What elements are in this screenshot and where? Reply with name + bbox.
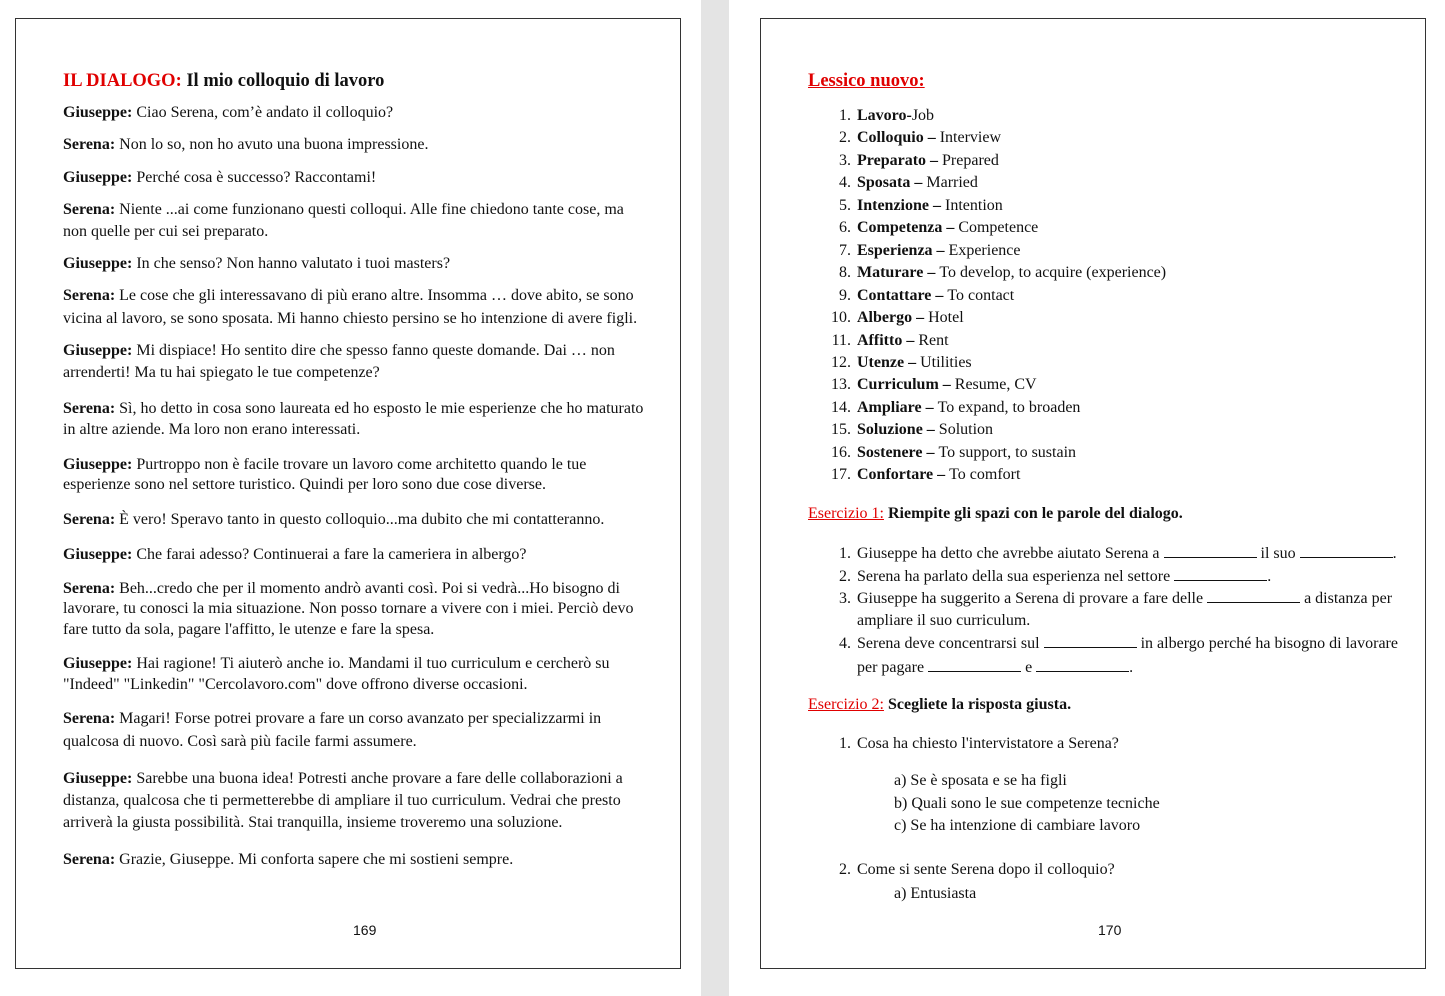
dialogue-title-prefix: IL DIALOGO: [63,71,182,91]
vocab-term: Curriculum [857,376,939,394]
vocab-number: 13. [831,376,851,394]
speaker-name: Giuseppe: [63,169,133,186]
vocab-number: 14. [831,398,851,416]
vocab-item [829,353,972,373]
item-number: 3. [839,590,851,607]
vocab-number: 16. [831,443,851,461]
vocab-number: 4. [839,174,851,192]
dialogue-text: in altre aziende. Ma loro non erano interessati. [63,421,361,438]
speaker-name: Serena: [63,710,116,727]
vocab-meaning: Competence [958,219,1039,237]
dialogue-text: Non lo so, non ho avuto una buona impressione. [119,136,429,153]
vocab-item [829,173,978,193]
speaker-name: Giuseppe: [63,342,133,359]
item-text: Giuseppe ha suggerito a Serena di provare a fare delle [857,590,1204,607]
exercise-1-item [829,588,1392,609]
exercise-1-item-cont [857,657,1133,678]
speaker-name: Giuseppe: [63,255,133,272]
speaker-name: Serena: [63,287,116,304]
item-number: 1. [839,545,851,562]
dialogue-title [63,69,384,93]
exercise-2-question [829,734,1119,754]
dialogue-text: non quelle per cui sei preparato. [63,223,269,240]
fill-blank[interactable] [1207,588,1300,603]
dialogue-text: Purtroppo non è facile trovare un lavoro come architetto quando le tue [136,456,587,473]
dialogue-text: È vero! Speravo tanto in questo colloquio...ma dubito che mi contatteranno. [119,511,605,528]
fill-blank[interactable] [1036,657,1129,672]
page-169 [15,18,681,969]
page-number: 170 [1098,922,1122,938]
dialogue-text: "Indeed" "Linkedin" "Cercolavoro.com" dove offrono diverse occasioni. [63,676,528,693]
question-text: Come si sente Serena dopo il colloquio? [857,861,1115,878]
speaker-name: Serena: [63,201,116,218]
vocab-meaning: Intention [945,196,1003,214]
vocab-item [829,106,934,126]
vocab-separator: – [942,219,959,237]
speaker-name: Serena: [63,400,116,417]
vocab-number: 6. [839,219,851,237]
dialogue-text: Le cose che gli interessavano di più erano altre. Insomma … dove abito, se sono [119,287,634,304]
vocab-number: 9. [839,286,851,304]
item-text: . [1392,545,1397,562]
fill-blank[interactable] [928,657,1021,672]
dialogue-text: Niente ...ai come funzionano questi colloqui. Alle fine chiedono tante cose, ma [119,201,624,218]
vocab-term: Esperienza [857,241,933,259]
vocab-number: 8. [839,264,851,282]
item-text: . [1267,568,1272,585]
vocab-term: Intenzione [857,196,929,214]
dialogue-text: esperienze sono nel settore turistico. Quindi per loro sono due cose diverse. [63,476,546,493]
vocab-meaning: To develop, to acquire (experience) [939,264,1167,282]
vocab-term: Lavoro [857,107,907,124]
vocab-term: Sposata [857,174,911,192]
answer-option[interactable]: a) Se è sposata e se ha figli [894,772,1067,789]
vocab-meaning: Hotel [928,309,964,327]
vocab-term: Competenza [857,219,943,237]
vocab-item [829,465,1020,485]
page-number: 169 [353,922,377,938]
vocab-title: Lessico nuovo: [808,71,925,91]
vocab-item [829,331,949,351]
dialogue-line-cont [63,309,637,329]
dialogue-title-text: Il mio colloquio di lavoro [186,71,385,91]
vocab-term: Soluzione [857,421,923,439]
dialogue-line [63,200,624,220]
item-text: Serena ha parlato della sua esperienza nel settore [857,568,1171,585]
dialogue-line [63,654,610,674]
dialogue-line-cont [63,791,621,811]
exercise-1-label: Esercizio 1: [808,505,884,522]
speaker-name: Giuseppe: [63,655,133,672]
dialogue-line [63,769,623,789]
exercise-2-question [829,860,1115,880]
dialogue-text: lavorare, tu conosci la mia situazione. Non posso tornare a vivere con i miei. Perciò devo [63,600,634,617]
dialogue-line [63,455,586,475]
vocab-term: Affitto [857,331,903,349]
exercise-1-header [808,504,1183,524]
exercise-2-label: Esercizio 2: [808,696,884,713]
vocab-number: 5. [839,196,851,214]
item-text: per pagare [857,659,925,676]
exercise-1-item-cont: ampliare il suo curriculum. [857,612,1031,629]
dialogue-text: Che farai adesso? Continuerai a fare la cameriera in albergo? [136,546,527,563]
vocab-separator: – [922,421,939,439]
speaker-name: Serena: [63,580,116,597]
vocab-meaning: Prepared [942,151,999,169]
vocab-term: Contattare [857,286,932,304]
vocab-number: 10. [831,309,851,327]
vocab-meaning: Married [926,174,978,192]
item-text: e [1025,659,1033,676]
vocab-item [829,241,1021,261]
dialogue-line-cont [63,599,633,619]
item-number: 2. [839,568,851,585]
dialogue-line [63,254,450,274]
vocab-meaning: To contact [947,286,1015,304]
fill-blank[interactable] [1300,543,1393,558]
dialogue-line-cont [63,813,562,833]
vocab-number: 11. [831,331,851,349]
dialogue-line [63,545,527,565]
vocab-separator: – [923,264,940,282]
dialogue-text: Magari! Forse potrei provare a fare un corso avanzato per specializzarmi in [119,710,602,727]
vocab-separator: – [933,466,950,484]
dialogue-line-cont [63,475,546,495]
exercise-2-instruction: Scegliete la risposta giusta. [887,696,1072,713]
speaker-name: Giuseppe: [63,104,133,121]
dialogue-text: Perché cosa è successo? Raccontami! [136,169,377,186]
vocab-item [829,375,1037,395]
dialogue-line-cont [63,675,528,695]
exercise-1-item [829,566,1271,587]
dialogue-line [63,103,393,123]
vocab-item [829,196,1003,216]
vocab-meaning: To comfort [949,466,1021,484]
vocab-separator: – [926,151,943,169]
vocab-term: Utenze [857,353,905,371]
item-number: 2. [839,861,851,878]
vocab-separator: – [938,376,955,394]
speaker-name: Serena: [63,511,116,528]
vocab-meaning: Resume, CV [954,376,1037,394]
vocab-separator: – [922,443,939,461]
speaker-name: Serena: [63,136,116,153]
dialogue-text: Sì, ho detto in cosa sono laureata ed ho esposto le mie esperienze che ho maturato [119,400,644,417]
dialogue-text: Beh...credo che per il momento andrò avanti così. Poi si vedrà...Ho bisogno di [119,580,620,597]
vocab-meaning: Rent [918,331,949,349]
dialogue-text: Grazie, Giuseppe. Mi conforta sapere che mi sostieni sempre. [119,851,514,868]
dialogue-line-cont [63,732,417,752]
answer-option[interactable]: c) Se ha intenzione di cambiare lavoro [894,817,1141,834]
fill-blank[interactable] [1164,543,1257,558]
vocab-term: Colloquio [857,129,924,147]
speaker-name: Giuseppe: [63,770,133,787]
dialogue-text: arriverà la giusta possibilità. Stai tranquilla, insieme troveremo una soluzione. [63,814,563,831]
dialogue-line [63,579,620,599]
vocab-meaning: To support, to sustain [938,443,1077,461]
dialogue-text: distanza, qualcosa che ti permetterebbe di ampliare il tuo curriculum. Vedrai che presto [63,792,621,809]
vocab-term: Albergo [857,309,913,327]
dialogue-line [63,286,634,306]
vocab-separator: – [904,353,921,371]
dialogue-text: fare tutto da sola, pagare l'affitto, le utenze e fare la spesa. [63,621,435,638]
page-170 [760,18,1426,969]
item-text: il suo [1260,545,1296,562]
dialogue-line [63,399,643,419]
dialogue-text: Ciao Serena, com’è andato il colloquio? [136,104,394,121]
vocab-term: Ampliare [857,398,922,416]
vocab-item [829,443,1076,463]
vocab-term: Sostenere [857,443,923,461]
fill-blank[interactable] [1174,566,1267,581]
item-number: 1. [839,735,851,752]
dialogue-line [63,341,615,361]
exercise-1-instruction: Riempite gli spazi con le parole del dialogo. [887,505,1183,522]
viewer-gutter-strip [701,0,729,996]
vocab-meaning: Solution [938,421,994,439]
vocab-number: 1. [839,107,851,124]
vocab-separator: – [921,398,938,416]
dialogue-line-cont [63,620,434,640]
vocab-meaning: To expand, to broaden [937,398,1081,416]
item-text: Serena deve concentrarsi sul [857,635,1040,652]
item-number: 4. [839,635,851,652]
dialogue-line-cont [63,222,268,242]
vocab-separator: - [906,107,912,124]
vocab-item [829,218,1038,238]
vocab-meaning: Experience [948,241,1021,259]
speaker-name: Giuseppe: [63,456,133,473]
dialogue-text: Hai ragione! Ti aiuterò anche io. Mandami il tuo curriculum e cercherò su [136,655,610,672]
speaker-name: Serena: [63,851,116,868]
item-text: . [1129,659,1134,676]
vocab-number: 2. [839,129,851,147]
dialogue-line [63,168,376,188]
vocab-item [829,420,993,440]
dialogue-line [63,850,513,870]
dialogue-line-cont [63,420,360,440]
item-text: Giuseppe ha detto che avrebbe aiutato Serena a [857,545,1160,562]
vocab-separator: – [931,286,948,304]
dialogue-line [63,135,428,155]
answer-option[interactable]: b) Quali sono le sue competenze tecniche [894,795,1160,812]
vocab-item [829,398,1080,418]
vocab-number: 15. [831,421,851,439]
vocab-separator: – [923,129,940,147]
exercise-1-item [829,543,1397,564]
vocab-meaning: Utilities [920,353,972,371]
dialogue-text: arrenderti! Ma tu hai spiegato le tue competenze? [63,364,380,381]
vocab-term: Maturare [857,264,924,282]
vocab-item [829,128,1001,148]
vocab-item [829,286,1014,306]
answer-option[interactable]: a) Entusiasta [894,885,977,902]
dialogue-line [63,709,601,729]
vocab-separator: – [902,331,919,349]
fill-blank[interactable] [1044,633,1137,648]
item-text: in albergo perché ha bisogno di lavorare [1140,635,1398,652]
vocab-meaning: Interview [939,129,1001,147]
vocab-item [829,308,964,328]
vocab-separator: – [932,241,949,259]
dialogue-text: qualcosa di nuovo. Così sarà più facile farmi assumere. [63,733,417,750]
vocab-separator: – [910,174,927,192]
dialogue-text: vicina al lavoro, se sono sposata. Mi hanno chiesto persino se ho intenzione di avere figli. [63,310,638,327]
vocab-meaning: Job [911,107,935,124]
dialogue-text: Mi dispiace! Ho sentito dire che spesso fanno queste domande. Dai … non [136,342,615,359]
vocab-number: 7. [839,241,851,259]
vocab-term: Confortare [857,466,934,484]
vocab-number: 17. [831,466,851,484]
vocab-number: 3. [839,151,851,169]
dialogue-text: In che senso? Non hanno valutato i tuoi masters? [136,255,451,272]
vocab-separator: – [929,196,945,214]
vocab-number: 12. [831,353,851,371]
exercise-2-header [808,695,1071,715]
vocab-item [829,263,1166,283]
vocab-term: Preparato [857,151,927,169]
vocab-item [829,151,999,171]
dialogue-line [63,510,604,530]
exercise-1-item [829,633,1398,654]
dialogue-text: Sarebbe una buona idea! Potresti anche provare a fare delle collaborazioni a [136,770,623,787]
question-text: Cosa ha chiesto l'intervistatore a Serena? [857,735,1119,752]
dialogue-line-cont [63,363,380,383]
speaker-name: Giuseppe: [63,546,133,563]
vocab-separator: – [912,309,929,327]
item-text: a distanza per [1304,590,1393,607]
